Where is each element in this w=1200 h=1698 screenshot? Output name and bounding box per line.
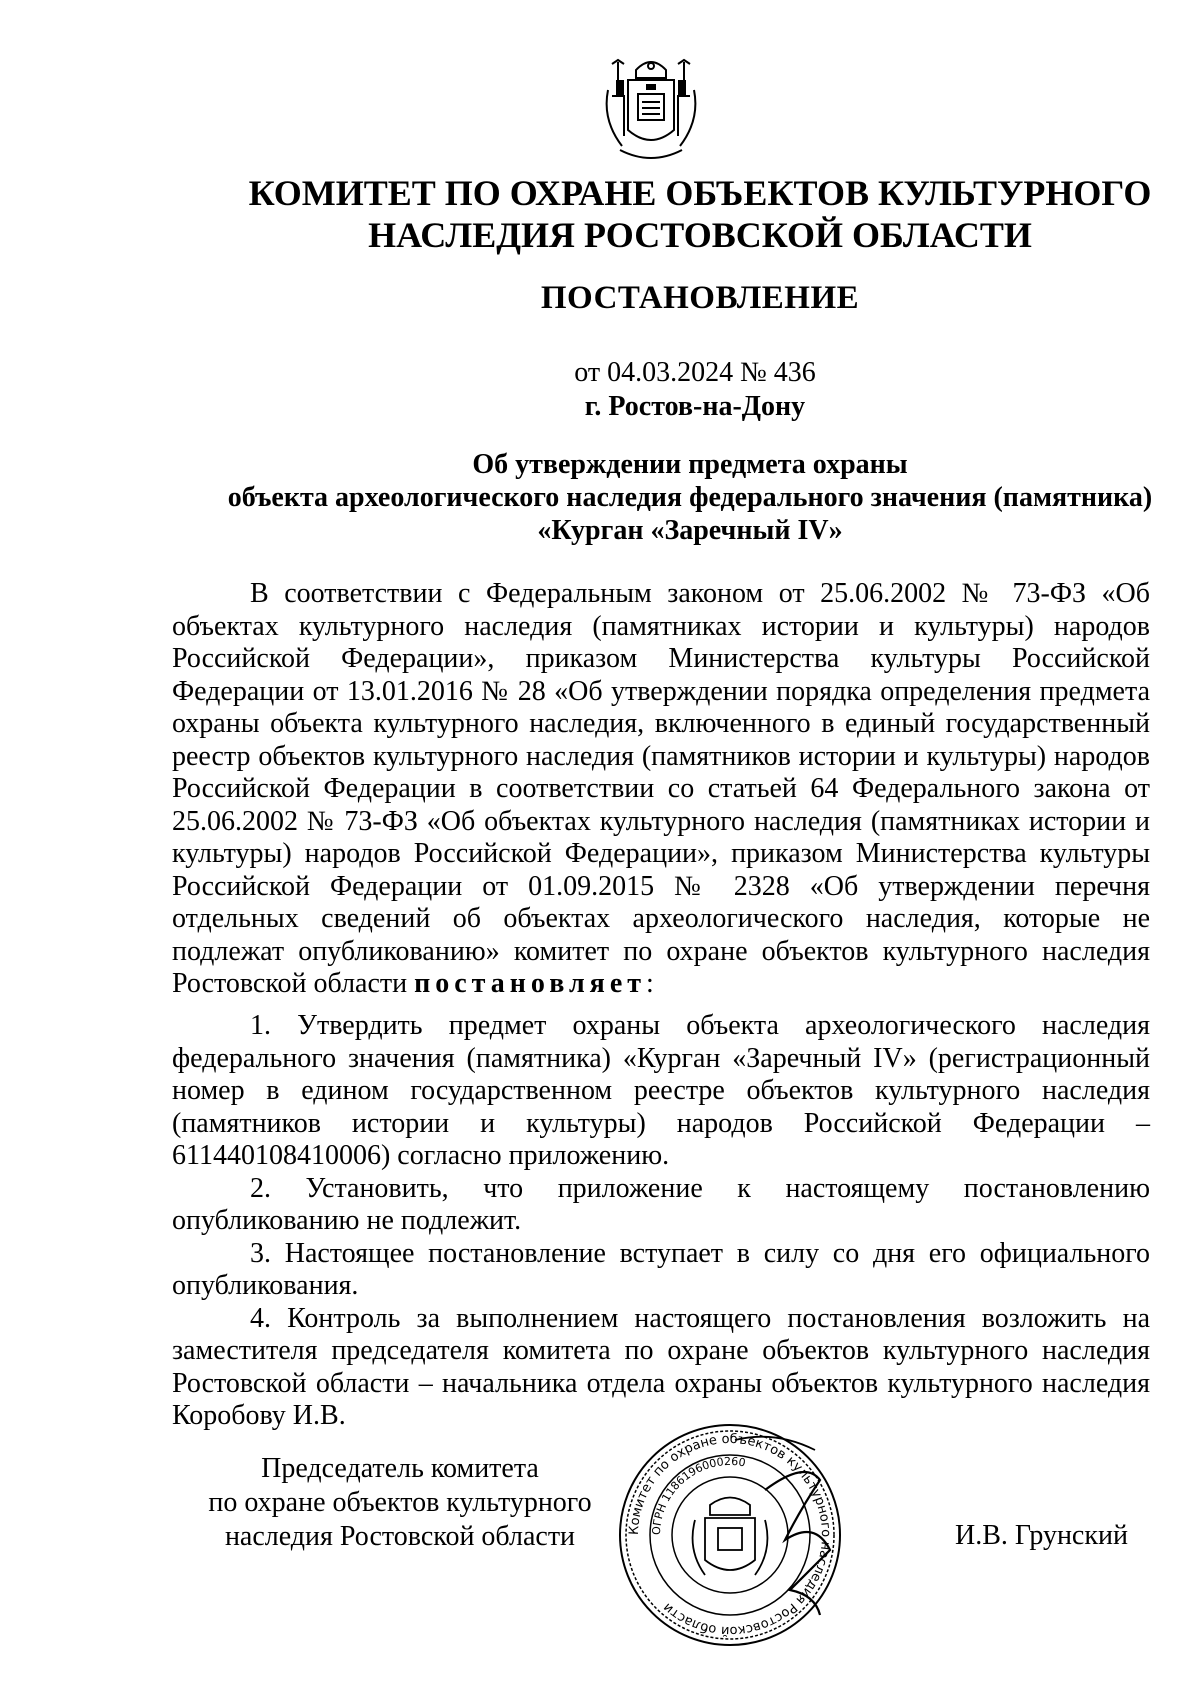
resolution-item-4: 4. Контроль за выполнением настоящего постановления возложить на заместителя председателя комитета по охране объектов культурного наследия Ростовской области – начальника отдела охраны объектов культурного наследия Коробову И.В.: [172, 1302, 1150, 1431]
header-line-2: НАСЛЕДИЯ РОСТОВСКОЙ ОБЛАСТИ: [368, 215, 1032, 255]
position-line-3: наследия Ростовской области: [224, 1521, 576, 1552]
coat-of-arms-emblem: [598, 50, 704, 166]
resolution-items: [172, 1010, 1150, 1433]
organization-header: [150, 172, 1200, 256]
document-type-title: ПОСТАНОВЛЕНИЕ: [540, 280, 860, 316]
resolution-item-2: 2. Установить, что приложение к настоящему постановлению опубликованию не подлежит.: [172, 1172, 1150, 1236]
position-line-1: Председатель комитета: [261, 1453, 539, 1484]
document-subject: [140, 448, 1200, 547]
subject-line-1: Об утверждении предмета охраны: [472, 449, 908, 480]
decree-word: постановляет: [414, 968, 647, 999]
position-line-2: по охране объектов культурного: [208, 1487, 592, 1518]
subject-line-2: объекта археологического наследия федерального значения (памятника): [227, 482, 1153, 513]
official-seal-stamp: [615, 1420, 845, 1650]
seal-outer-text: Комитет по охране объектов культурного наследия Ростовской области: [626, 1431, 834, 1639]
decree-colon: :: [646, 968, 654, 999]
preamble-text: В соответствии с Федеральным законом от 25.06.2002 № 73-ФЗ «Об объектах культурного наследия (памятниках истории и культуры) народов Российской Федерации», приказом Министерства культуры Российской Федерации от 13.01.2016 № 28 «Об утверждении порядка определения предмета охраны объекта культурного наследия, включенного в единый государственный реестр объектов культурного наследия (памятников истории и культуры) народов Российской Федерации в соответствии со статьей 64 Федерального закона от 25.06.2002 № 73-ФЗ «Об объектах культурного наследия (памятниках истории и культуры) народов Российской Федерации», приказом Министерства культуры Российской Федерации от 01.09.2015 № 2328 «Об утверждении перечня отдельных сведений об объектах археологического наследия, которые не подлежат опубликованию» комитет по охране объектов культурного наследия Ростовской области: [172, 578, 1150, 999]
signatory-position: [190, 1452, 610, 1554]
resolution-item-3: 3. Настоящее постановление вступает в силу со дня его официального опубликования.: [172, 1237, 1150, 1301]
header-line-1: КОМИТЕТ ПО ОХРАНЕ ОБЪЕКТОВ КУЛЬТУРНОГО: [248, 173, 1152, 213]
date-block: [150, 356, 1200, 424]
date-number: от 04.03.2024 № 436: [574, 357, 816, 388]
city: г. Ростов-на-Дону: [584, 391, 806, 422]
resolution-item-1: 1. Утвердить предмет охраны объекта археологического наследия федерального значения (памятника) «Курган «Заречный IV» (регистрационный номер в едином государственном реестре объектов культурного наследия (памятников истории и культуры) народов Российской Федерации – 611440108410006) согласно приложению.: [172, 1010, 1150, 1171]
signatory-name: И.В. Грунский: [955, 1520, 1128, 1551]
seal-ogrn-text: ОГРН 1186196000260: [649, 1454, 747, 1536]
preamble-paragraph: [172, 578, 1150, 1001]
subject-line-3: «Курган «Заречный IV»: [537, 515, 843, 546]
